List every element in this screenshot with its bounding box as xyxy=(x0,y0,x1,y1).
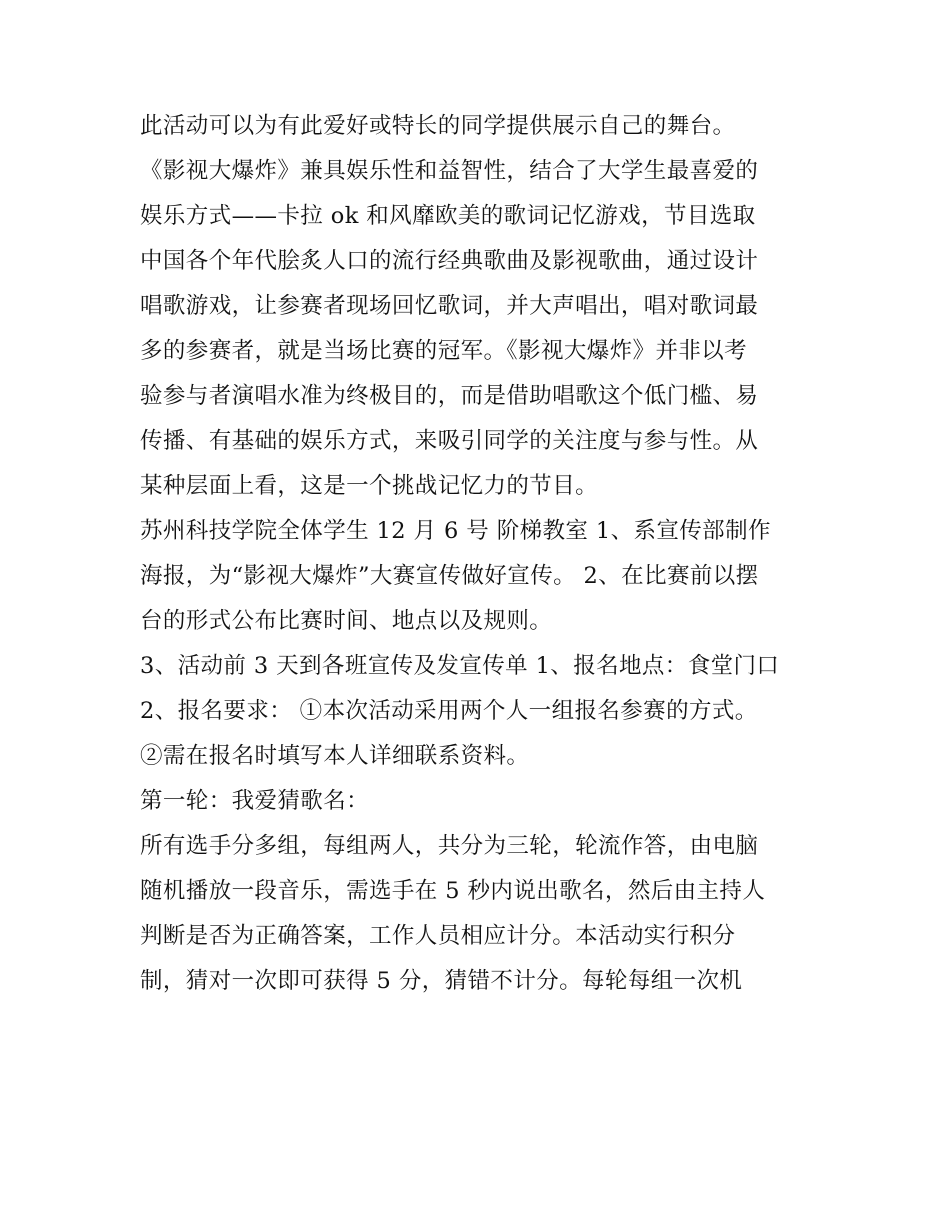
text-line: 娱乐方式——卡拉 ok 和风靡欧美的歌词记忆游戏，节目选取 xyxy=(140,203,756,229)
text-line: 唱歌游戏，让参赛者现场回忆歌词，并大声唱出，唱对歌词最 xyxy=(140,293,759,319)
text-line: 传播、有基础的娱乐方式，来吸引同学的关注度与参与性。从 xyxy=(140,428,759,454)
text-line: 所有选手分多组，每组两人，共分为三轮，轮流作答，由电脑 xyxy=(140,833,759,859)
text-line: 多的参赛者，就是当场比赛的冠军。《影视大爆炸》并非以考 xyxy=(140,338,748,364)
text-line: 《影视大爆炸》兼具娱乐性和益智性，结合了大学生最喜爱的 xyxy=(140,158,759,184)
text-line: 随机播放一段音乐，需选手在 5 秒内说出歌名，然后由主持人 xyxy=(140,878,766,904)
text-line: 苏州科技学院全体学生 12 月 6 号 阶梯教室 1、系宣传部制作 xyxy=(140,518,771,544)
text-line: 海报，为“影视大爆炸”大赛宣传做好宣传。 2、在比赛前以摆 xyxy=(140,563,759,589)
text-line: 此活动可以为有此爱好或特长的同学提供展示自己的舞台。 xyxy=(140,113,736,139)
text-line: 3、活动前 3 天到各班宣传及发宣传单 1、报名地点：食堂门口 xyxy=(140,653,780,679)
text-line: 台的形式公布比赛时间、地点以及规则。 xyxy=(140,608,553,634)
text-line: 2、报名要求： ①本次活动采用两个人一组报名参赛的方式。 xyxy=(140,698,758,724)
text-line: 制，猜对一次即可获得 5 分，猜错不计分。每轮每组一次机 xyxy=(140,968,743,994)
text-line: 判断是否为正确答案，工作人员相应计分。本活动实行积分 xyxy=(140,923,736,949)
text-line: ②需在报名时填写本人详细联系资料。 xyxy=(140,743,530,769)
text-line: 中国各个年代脍炙人口的流行经典歌曲及影视歌曲，通过设计 xyxy=(140,248,759,274)
text-line: 某种层面上看，这是一个挑战记忆力的节目。 xyxy=(140,473,599,499)
body-text xyxy=(140,104,820,1004)
text-line: 第一轮：我爱猜歌名： xyxy=(140,788,370,814)
text-line: 验参与者演唱水准为终极目的，而是借助唱歌这个低门槛、易 xyxy=(140,383,759,409)
